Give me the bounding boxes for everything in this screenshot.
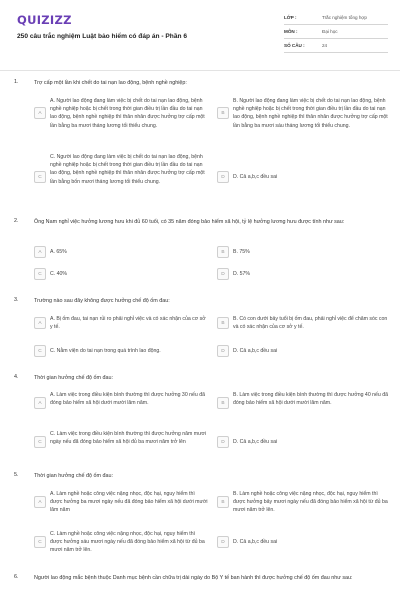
option-text: D. Cả a,b,c đều sai (233, 539, 278, 545)
question-text: Thời gian hưởng chế độ ốm đau: (34, 473, 114, 479)
question-number: 6. (14, 574, 19, 580)
option-text: A. 65% (50, 249, 67, 255)
option-letter: C (34, 345, 46, 357)
option-letter: A (34, 107, 46, 119)
meta-table (284, 11, 388, 53)
option-letter: B (217, 107, 229, 119)
option-text: B. Làm việc trong điều kiện bình thường thì được hưởng 40 nếu đã đóng bảo hiểm xã hội dưới mười lăm năm. (233, 392, 389, 407)
meta-row-class (284, 11, 388, 25)
option-letter: A (34, 246, 46, 258)
page-title: 250 câu trắc nghiệm Luật bảo hiểm có đáp án - Phần 6 (17, 33, 188, 40)
header-divider (0, 70, 400, 71)
meta-value: 24 (322, 43, 328, 48)
question-number: 2. (14, 218, 19, 224)
question-number: 5. (14, 472, 19, 478)
question-text: Ông Nam nghỉ việc hưởng lương hưu khi đủ 60 tuổi, có 35 năm đóng bảo hiểm xã hội, tỷ lệ hưởng lương hưu được tính như sau: (34, 219, 345, 225)
option-letter: B (217, 496, 229, 508)
question-number: 1. (14, 79, 19, 85)
option-letter: A (34, 496, 46, 508)
question-text: Thời gian hưởng chế độ ốm đau: (34, 375, 114, 381)
option-letter: D (217, 268, 229, 280)
option-letter: B (217, 246, 229, 258)
worksheet-header (0, 0, 400, 68)
option-text: B. Có con dưới bảy tuổi bị ốm đau, phải nghỉ việc để chăm sóc con và có xác nhận của cơ sở y tế. (233, 316, 388, 331)
option-letter: B (217, 397, 229, 409)
meta-value: Trắc nghiệm tổng hợp (322, 15, 367, 20)
option-text: C. Nằm viện do tai nạn trong quá trình lao động. (50, 348, 161, 354)
option-text: C. Làm nghề hoặc công việc nặng nhọc, độc hại, nguy hiểm thì được hưởng sáu mươi ngày nếu đã đóng bảo hiểm xã hội từ đủ ba mươi năm trở lên. (50, 531, 205, 554)
option-letter: D (217, 536, 229, 548)
option-text: A. Bị ốm đau, tai nạn rủi ro phải nghỉ việc và có xác nhận của cơ sở y tế. (50, 316, 206, 331)
option-text: D. Cả a,b,c đều sai (233, 439, 278, 445)
option-text: D. 57% (233, 271, 251, 277)
meta-key: SỐ CÂU : (284, 43, 305, 48)
meta-key: MÔN : (284, 29, 298, 34)
option-letter: D (217, 345, 229, 357)
option-text: C. Người lao động đang làm việc bị chết do tai nạn lao động, bệnh nghề nghiệp hoặc bị chết trong thời gian điều trị lần đầu do tai nạn lao động, bệnh nghề nghiệp thì thân nhân được hưởng trợ cấp một lần bằng bốn mươi tháng lương tối thiểu chung. (50, 154, 205, 185)
option-text: B. Người lao động đang làm việc bị chết do tai nạn lao động, bệnh nghề nghiệp hoặc bị chết trong thời gian điều trị lần đầu do tai nạn lao động, bệnh nghề nghiệp thì thân nhân được hưởng trợ cấp một lần bằng ba mươi sáu tháng lương tối thiểu chung. (233, 98, 388, 129)
option-text: B. Làm nghề hoặc công việc nặng nhọc, độc hại, nguy hiểm thì được hưởng bảy mươi ngày nếu đã đóng bảo hiểm xã hội từ đủ ba mươi năm trở lên. (233, 491, 388, 514)
option-letter: A (34, 397, 46, 409)
question-number: 3. (14, 297, 19, 303)
option-letter: C (34, 268, 46, 280)
option-text: A. Người lao động đang làm việc bị chết do tai nạn lao động, bệnh nghề nghiệp hoặc bị chết trong thời gian điều trị lần đầu do tai nạn lao động, bệnh nghề nghiệp thì thân nhân được hưởng trợ cấp một lần bằng ba mươi tháng lương tối thiểu chung. (50, 98, 205, 129)
option-text: A. Làm nghề hoặc công việc nặng nhọc, độc hại, nguy hiểm thì được hưởng ba mươi ngày nếu đã đóng bảo hiểm xã hội dưới mười lăm năm (50, 491, 208, 514)
option-text: B. 75% (233, 249, 250, 255)
meta-row-count (284, 39, 388, 53)
option-letter: C (34, 436, 46, 448)
meta-row-subject (284, 25, 388, 39)
quizizz-logo: QUIZIZZ (17, 13, 72, 27)
option-letter: C (34, 171, 46, 183)
option-letter: D (217, 436, 229, 448)
option-text: C. Làm việc trong điều kiện bình thường thì được hưởng năm mươi ngày nếu đã đóng bảo hiểm xã hội đủ ba mươi năm trở lên (50, 431, 207, 446)
option-text: A. Làm việc trong điều kiện bình thường thì được hưởng 30 nếu đã đóng bảo hiểm xã hội dưới mười lăm năm. (50, 392, 206, 407)
meta-key: LỚP : (284, 15, 297, 20)
option-text: D. Cả a,b,c đều sai (233, 348, 278, 354)
option-letter: D (217, 171, 229, 183)
question-text: Trường nào sau đây không được hưởng chế độ ốm đau: (34, 298, 170, 304)
option-text: D. Cả a,b,c đều sai (233, 174, 278, 180)
option-letter: B (217, 317, 229, 329)
meta-value: Đại học (322, 29, 338, 34)
question-number: 4. (14, 374, 19, 380)
option-letter: A (34, 317, 46, 329)
option-text: C. 40% (50, 271, 68, 277)
question-text: Trợ cấp một lần khi chết do tai nạn lao động, bệnh nghề nghiệp: (34, 80, 187, 86)
option-letter: C (34, 536, 46, 548)
question-text: Người lao động mắc bệnh thuộc Danh mục bệnh cần chữa trị dài ngày do Bộ Y tế ban hành thì được hưởng chế độ ốm đau như sau: (34, 575, 353, 581)
